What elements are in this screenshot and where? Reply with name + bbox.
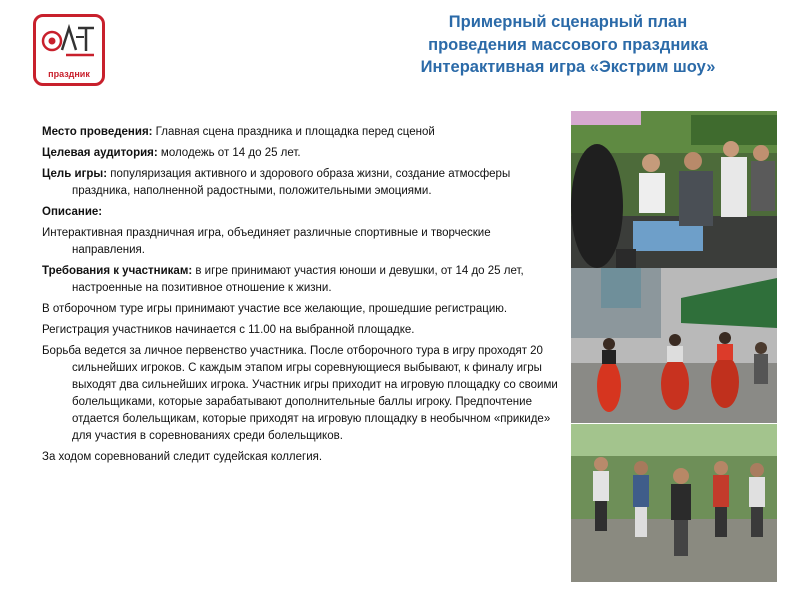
- paragraph-text: В отборочном туре игры принимают участие все желающие, прошедшие регистрацию.: [42, 303, 508, 315]
- paragraph-text: Интерактивная праздничная игра, объединяет различные спортивные и творческие направления.: [42, 227, 491, 256]
- logo: [33, 14, 105, 86]
- paragraph-text: Главная сцена праздника и площадка перед сценой: [152, 126, 435, 138]
- paragraph-text: Регистрация участников начинается с 11.00 на выбранной площадке.: [42, 324, 415, 336]
- content-paragraph: [42, 301, 562, 318]
- content-paragraph: [42, 263, 562, 297]
- running-crowd-photo: [571, 424, 777, 582]
- sack-race-photo: [571, 268, 777, 423]
- page-title: [368, 11, 768, 79]
- content-paragraph: [42, 225, 562, 259]
- content-paragraph: [42, 124, 562, 141]
- paragraph-label: Описание:: [42, 206, 103, 218]
- title-line: Интерактивная игра «Экстрим шоу»: [420, 58, 716, 76]
- content-paragraph: [42, 343, 562, 445]
- content-paragraph: [42, 449, 562, 466]
- title-line: Примерный сценарный план: [448, 13, 688, 31]
- paragraph-text: популяризация активного и здорового образа жизни, создание атмосферы праздника, наполненной радостными, положительными эмоциями.: [72, 168, 511, 197]
- paragraph-label: Место проведения:: [42, 126, 153, 138]
- content-paragraph: [42, 322, 562, 339]
- paragraph-label: Цель игры:: [42, 168, 108, 180]
- paragraph-label: Требования к участникам:: [42, 265, 193, 277]
- content-paragraph: [42, 166, 562, 200]
- logo-text: праздник: [48, 69, 90, 79]
- paragraph-text: Борьба ведется за личное первенство участника. После отборочного тура в игру проходят 20 сильнейших игроков. С каждым этапом игры соревнующиеся выбывают, к финалу игры выходят два сильнейших игрока. Участник игры приходит на игровую площадку со своими болельщиками, которые зарабатывают дополнительные баллы игроку. Предпочтение отдается болельщикам, которые приходят на игровую площадку в необычном «прикиде» для участия в соревнованиях среди болельщиков.: [42, 345, 558, 442]
- content-paragraph: [42, 204, 562, 221]
- title-line: проведения массового праздника: [428, 35, 708, 54]
- paragraph-text: За ходом соревнований следит судейская коллегия.: [42, 451, 323, 463]
- paragraph-text: в игре принимают участия юноши и девушки, от 14 до 25 лет, настроенные на позитивное отношение к жизни.: [72, 265, 524, 294]
- paragraph-label: Целевая аудитория:: [42, 147, 158, 159]
- content-paragraph: [42, 145, 562, 162]
- paragraph-text: молодежь от 14 до 25 лет.: [157, 147, 301, 159]
- content-body: [42, 124, 562, 470]
- arm-wrestling-photo: [571, 111, 777, 268]
